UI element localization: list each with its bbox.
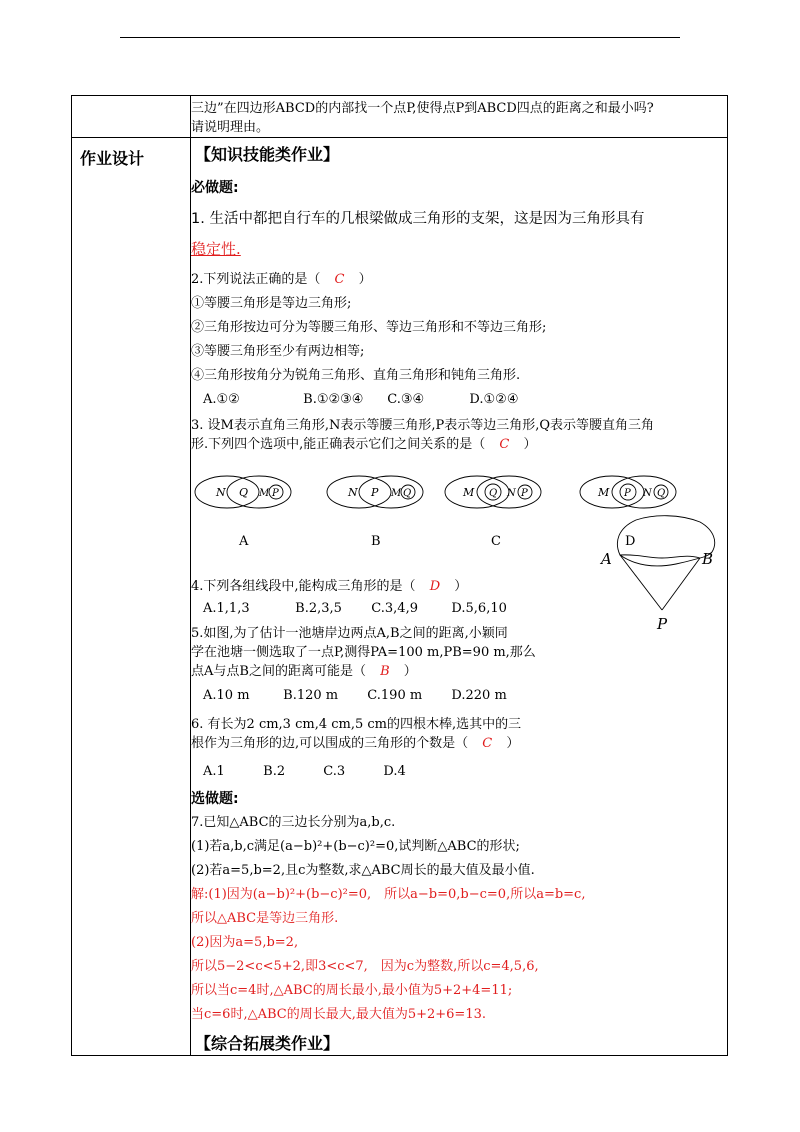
required-label: 必做题:	[191, 180, 239, 196]
q5-option-b: B.120 m	[283, 688, 339, 703]
venn-b-label: B	[371, 534, 381, 549]
q2-stem-line	[191, 268, 727, 292]
pond-outline	[617, 516, 714, 558]
q3-close: ）	[523, 437, 537, 452]
q6-line2: 根作为三角形的边,可以围成的三角形的个数是（	[191, 736, 469, 751]
venn-a-n: N	[216, 486, 226, 499]
q4-close: ）	[454, 579, 468, 594]
q2-close: ）	[358, 272, 372, 287]
q5-line3: 点A与点B之间的距离可能是（	[191, 664, 366, 679]
q4-option-b: B.2,3,5	[295, 601, 342, 616]
venn-diagram-c	[445, 476, 541, 549]
q2-answer: C	[334, 272, 345, 287]
venn-a-m: M	[259, 488, 270, 499]
table-row-top	[72, 96, 728, 138]
q4-stem: 4.下列各组线段中,能构成三角形的是（	[191, 579, 416, 594]
section-basic: 【知识技能类作业】	[195, 145, 340, 164]
q7-line2: (1)若a,b,c满足(a−b)²+(b−c)²=0,试判断△ABC的形状;	[191, 839, 520, 854]
q2-option-d: D.①②④	[469, 392, 519, 407]
q5-options	[191, 686, 581, 705]
q3-line1: 3. 设M表示直角三角形,N表示等腰三角形,P表示等边三角形,Q表示等腰直角三角	[191, 418, 655, 433]
q6-answer: C	[482, 736, 493, 751]
venn-c-q: Q	[489, 488, 498, 499]
venn-d-q: Q	[657, 488, 666, 499]
q1-text: 1. 生活中都把自行车的几根梁做成三角形的支架，这是因为三角形具有	[191, 211, 645, 227]
venn-c-label: C	[491, 534, 501, 549]
venn-a-label: A	[239, 534, 249, 549]
q4-option-a: A.1,1,3	[203, 601, 250, 616]
q2-statement-1: ①等腰三角形是等边三角形;	[191, 296, 352, 311]
q6-option-b: B.2	[263, 764, 286, 779]
venn-diagram-a	[195, 476, 291, 549]
pond-figure	[596, 512, 726, 642]
q7-solution-2: 所以△ABC是等边三角形.	[191, 911, 339, 926]
venn-b-m: M	[391, 488, 402, 499]
q7-line1: 7.已知△ABC的三边长分别为a,b,c.	[191, 815, 396, 830]
q3-line2: 形.下列四个选项中,能正确表示它们之间关系的是（	[191, 437, 486, 452]
q6	[191, 715, 727, 781]
q5-option-a: A.10 m	[203, 688, 250, 703]
label-cell-empty	[72, 96, 191, 138]
q6-option-c: C.3	[323, 764, 346, 779]
q3-answer: C	[499, 437, 510, 452]
q1-answer: 稳定性.	[191, 240, 241, 258]
top-text-line2: 请说明理由。	[191, 120, 270, 135]
q6-line1: 6. 有长为2 cm,3 cm,4 cm,5 cm的四根木棒,选其中的三	[191, 717, 522, 732]
row-label: 作业设计	[80, 149, 145, 168]
q5-line3-wrap	[191, 662, 581, 681]
header-rule	[120, 37, 680, 38]
q7-solution-3: (2)因为a=5,b=2,	[191, 935, 299, 950]
q5-option-d: D.220 m	[451, 688, 507, 703]
q5-line2: 学在池塘一侧选取了一点P,测得PA=100 m,PB=90 m,那么	[191, 645, 536, 660]
q7-line3: (2)若a=5,b=2,且c为整数,求△ABC周长的最大值及最小值.	[191, 863, 535, 878]
point-p-label: P	[657, 615, 668, 633]
venn-a-p: P	[272, 488, 279, 499]
top-text-line1: 三边”在四边形ABCD的内部找一个点P,使得点P到ABCD四点的距离之和最小吗?	[191, 101, 654, 116]
point-a-label: A	[601, 550, 612, 568]
q6-option-d: D.4	[383, 764, 406, 779]
q6-line2-wrap	[191, 734, 727, 753]
top-text-cell	[191, 96, 728, 138]
optional-label: 选做题:	[191, 791, 239, 807]
q7-solution-4: 所以5−2<c<5+2,即3<c<7, 因为c为整数,所以c=4,5,6,	[191, 959, 539, 974]
venn-c-p: P	[521, 488, 528, 499]
segment-pa	[620, 555, 662, 610]
venn-d-n: N	[643, 488, 652, 499]
q4-option-c: C.3,4,9	[371, 601, 418, 616]
venn-b-n: N	[348, 486, 358, 499]
venn-c-m: M	[463, 486, 475, 499]
q7-solution-6: 当c=6时,△ABC的周长最大,最大值为5+2+6=13.	[191, 1007, 487, 1022]
q4-answer: D	[429, 579, 441, 594]
q2-statement-2: ②三角形按边可分为等腰三角形、等边三角形和不等边三角形;	[191, 320, 547, 335]
q2-statement-3: ③等腰三角形至少有两边相等;	[191, 344, 365, 359]
venn-d-label: D	[625, 534, 636, 549]
q2-option-b: B.①②③④	[303, 392, 364, 407]
q2-options	[191, 388, 727, 412]
venn-d-m: M	[598, 486, 610, 499]
q5-option-c: C.190 m	[367, 688, 423, 703]
q5-line1: 5.如图,为了估计一池塘岸边两点A,B之间的距离,小颖同	[191, 626, 508, 641]
q7-solution-1: 解:(1)因为(a−b)²+(b−c)²=0, 所以a−b=0,b−c=0,所以a=b=c,	[191, 887, 586, 902]
q2-stem: 2.下列说法正确的是（	[191, 272, 321, 287]
q3-line2-wrap	[191, 435, 727, 454]
section-extension: 【综合拓展类作业】	[195, 1034, 340, 1053]
q1	[191, 204, 727, 264]
venn-b-p: P	[371, 486, 379, 499]
venn-b-q: Q	[403, 488, 412, 499]
venn-c-n: N	[507, 488, 516, 499]
q6-option-a: A.1	[203, 764, 225, 779]
venn-diagram-b	[327, 476, 423, 549]
q2-option-c: C.③④	[387, 392, 425, 407]
q7-solution-5: 所以当c=4时,△ABC的周长最小,最小值为5+2+4=11;	[191, 983, 513, 998]
venn-a-q: Q	[239, 486, 249, 499]
label-cell	[72, 138, 191, 1056]
q7	[191, 811, 727, 1027]
point-b-label: B	[702, 550, 714, 568]
q4-option-d: D.5,6,10	[451, 601, 507, 616]
q6-close: ）	[506, 736, 520, 751]
q6-options	[191, 762, 727, 781]
segment-pb	[662, 558, 700, 610]
q2	[191, 268, 727, 412]
q2-option-a: A.①②	[203, 392, 240, 407]
venn-d-p: P	[624, 488, 631, 499]
q5-answer: B	[380, 664, 390, 679]
q2-statement-4: ④三角形按角分为锐角三角形、直角三角形和钝角三角形.	[191, 368, 521, 383]
q5-close: ）	[403, 664, 417, 679]
